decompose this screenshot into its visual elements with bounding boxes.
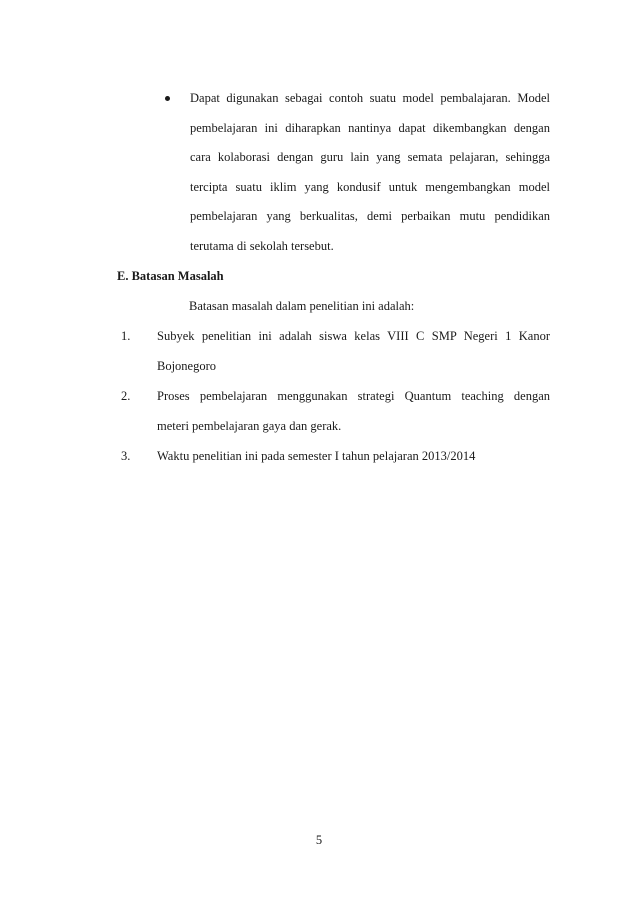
bullet-dot-icon (165, 96, 170, 101)
text-line: Subyek penelitian ini adalah siswa kelas VIII C SMP Negeri 1 Kanor (157, 329, 550, 343)
text-line: tercipta suatu iklim yang kondusif untuk mengembangkan model (190, 179, 550, 194)
text-line: meteri pembelajaran gaya dan gerak. (157, 419, 342, 433)
list-item (117, 446, 550, 476)
text-line: cara kolaborasi dengan guru lain yang semata pelajaran, sehingga (190, 150, 550, 165)
section-intro: Batasan masalah dalam penelitian ini adalah: (189, 299, 415, 313)
text-line: Dapat digunakan sebagai contoh suatu model pembalajaran. Model (190, 91, 550, 105)
list-item-body (157, 326, 550, 386)
list-item-number: 3. (121, 449, 131, 463)
text-line: Proses pembelajaran menggunakan strategi Quantum teaching dengan (157, 389, 550, 403)
list-item-number: 1. (121, 329, 131, 343)
text-line: pembelajaran ini diharapkan nantinya dapat dikembangkan dengan (190, 120, 550, 135)
list-item (117, 326, 550, 386)
numbered-list (117, 326, 550, 476)
bullet-paragraph-text (190, 88, 550, 266)
list-item-body (157, 446, 550, 476)
list-item (117, 386, 550, 446)
text-line: Bojonegoro (157, 359, 217, 373)
list-item-body (157, 386, 550, 446)
page-number: 5 (315, 833, 323, 847)
text-line: pembelajaran yang berkualitas, demi perbaikan mutu pendidikan (190, 209, 550, 224)
text-line: terutama di sekolah tersebut. (190, 238, 334, 253)
list-item-number: 2. (121, 389, 131, 403)
text-line: Waktu penelitian ini pada semester I tahun pelajaran 2013/2014 (157, 449, 476, 463)
section-heading: E. Batasan Masalah (117, 269, 224, 283)
